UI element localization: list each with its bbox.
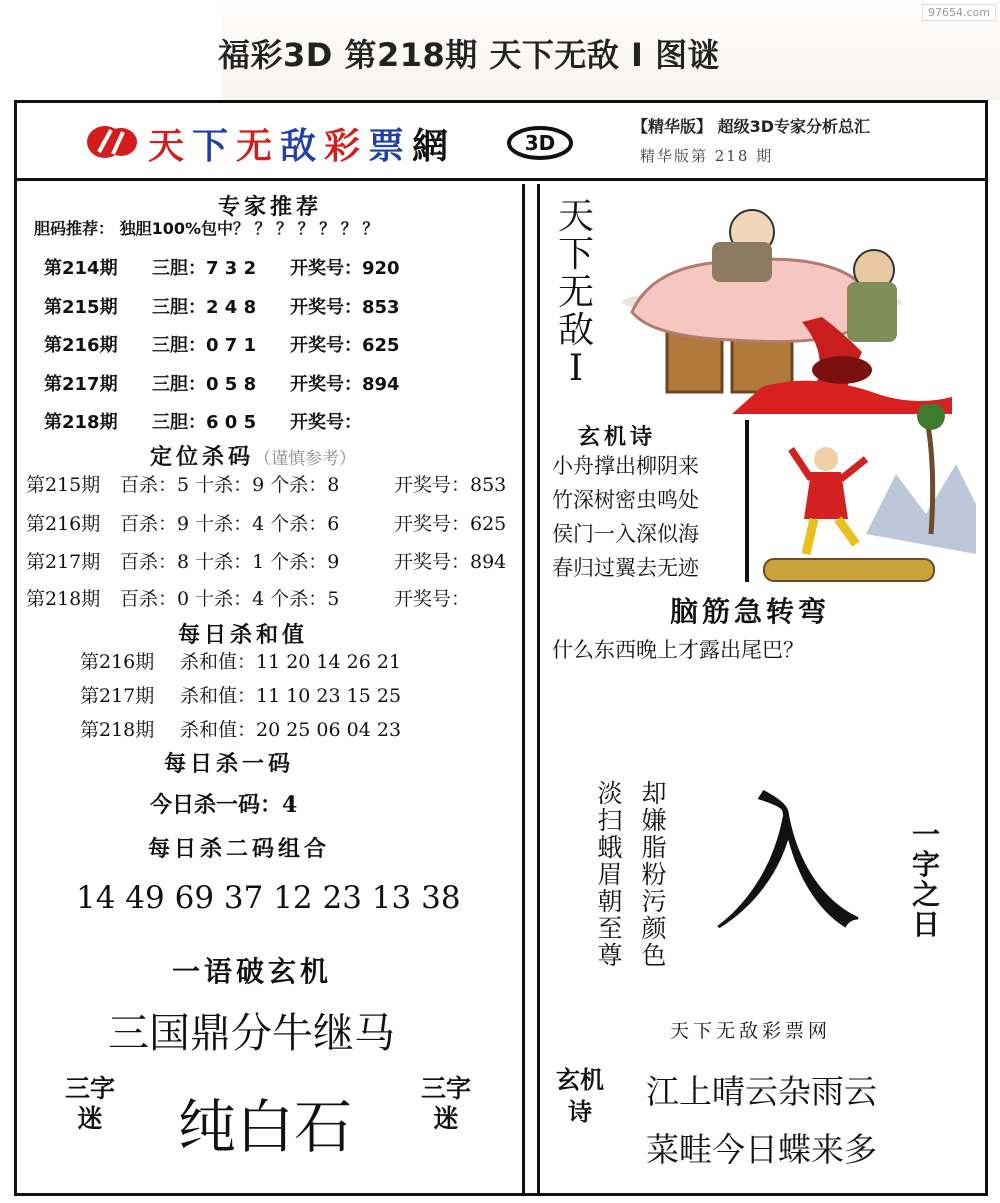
sandan-dan: 三胆：2 4 8 (152, 297, 257, 318)
page-title: 福彩3D 第218期 天下无敌 I 图谜 (218, 36, 721, 74)
three-char-label-left: 三字迷 (64, 1074, 115, 1133)
one-char-answer: 入 (712, 778, 863, 952)
vertical-poem-line: 却嫌脂粉污颜色 (638, 780, 667, 969)
kill-period: 第217期 (26, 551, 101, 573)
three-char-label-right: 三字迷 (420, 1074, 471, 1133)
sandan-prize: 开奖号：853 (290, 297, 400, 318)
kill-detail: 百杀：9 十杀：4 个杀：6 (120, 513, 340, 535)
kill-period: 第215期 (26, 474, 101, 496)
three-char-answer: 纯白石 (178, 1093, 353, 1161)
kill-prize: 开奖号： (394, 588, 471, 610)
badge-text: 3D (524, 131, 556, 155)
sandan-period: 第216期 (44, 335, 118, 356)
sandan-prize: 开奖号：625 (290, 335, 400, 356)
expert-title: 专家推荐 (218, 195, 323, 220)
title-vertical: 天下无敌I (558, 196, 595, 389)
kill-one-title: 每日杀一码 (164, 752, 295, 777)
poem2-line: 菜畦今日蝶来多 (646, 1130, 877, 1169)
kill-heading (150, 440, 356, 471)
sandan-prize: 开奖号：894 (290, 374, 400, 395)
sandan-period: 第215期 (44, 297, 118, 318)
kill-two-numbers: 14 49 69 37 12 23 13 38 (76, 880, 461, 916)
site-watermark[interactable]: 97654.com (922, 4, 996, 21)
kill-detail: 百杀：0 十杀：4 个杀：5 (120, 588, 340, 610)
kill-prize: 开奖号：625 (394, 513, 507, 535)
site-footer: 天下无敌彩票网 (670, 1020, 832, 1042)
brain-teaser-question: 什么东西晚上才露出尾巴？ (552, 638, 804, 662)
sandan-dan: 三胆：6 0 5 (152, 412, 257, 433)
butchers-illustration (612, 192, 952, 414)
kill-note: （谨慎参考） (254, 449, 357, 469)
header-left-panel (0, 0, 222, 100)
sum-values: 杀和值：11 20 14 26 21 (180, 651, 402, 673)
kill-period: 第216期 (26, 513, 101, 535)
poem-title: 玄机诗 (578, 425, 657, 450)
kill-title: 定位杀码 (150, 445, 255, 470)
divider (745, 420, 749, 582)
sandan-dan: 三胆：7 3 2 (152, 258, 257, 279)
edition-label: 【精华版】 超级3D专家分析总汇 (632, 117, 870, 136)
riddle-text: 三国鼎分牛继马 (108, 1009, 395, 1057)
vertical-poem-line: 淡扫蛾眉朝至尊 (594, 780, 623, 969)
sandan-dan: 三胆：0 5 8 (152, 374, 257, 395)
sandan-dan: 三胆：0 7 1 (152, 335, 257, 356)
3d-badge-icon (507, 125, 573, 161)
sum-title: 每日杀和值 (178, 623, 309, 648)
sum-period: 第217期 (80, 685, 155, 707)
sandan-prize: 开奖号： (290, 412, 362, 433)
lottery-logo-icon (85, 122, 140, 162)
poem-line: 春归过翼去无迹 (552, 556, 699, 580)
kill-period: 第218期 (26, 588, 101, 610)
sandan-prize: 开奖号：920 (290, 258, 400, 279)
kill-two-title: 每日杀二码组合 (148, 837, 331, 862)
sum-values: 杀和值：20 25 06 04 23 (180, 719, 402, 741)
kill-detail: 百杀：8 十杀：1 个杀：9 (120, 551, 340, 573)
site-name: 天下无敌彩票網 (148, 125, 457, 167)
riddle-title: 一语破玄机 (172, 955, 333, 988)
kill-prize: 开奖号：894 (394, 551, 507, 573)
dan-recommend: 胆码推荐： 独胆100%包中？ ？ ？ ？ ？ ？ ？ (34, 219, 379, 238)
poem2-label: 玄机诗 (556, 1066, 604, 1126)
sandan-period: 第218期 (44, 412, 118, 433)
dancer-illustration (756, 404, 976, 586)
kill-prize: 开奖号：853 (394, 474, 507, 496)
sum-period: 第216期 (80, 651, 155, 673)
poem-line: 侯门一入深似海 (552, 522, 699, 546)
brain-teaser-title: 脑筋急转弯 (670, 595, 831, 628)
poem-line: 竹深树密虫鸣处 (552, 488, 699, 512)
sum-period: 第218期 (80, 719, 155, 741)
kill-detail: 百杀：5 十杀：9 个杀：8 (120, 474, 340, 496)
issue-line: 精华版第 218 期 (640, 147, 774, 165)
sum-values: 杀和值：11 10 23 15 25 (180, 685, 402, 707)
kill-one-text: 今日杀一码：4 (150, 792, 298, 818)
poem2-line: 江上晴云杂雨云 (646, 1072, 877, 1111)
poem-line: 小舟撑出柳阴来 (552, 454, 699, 478)
sandan-period: 第217期 (44, 374, 118, 395)
one-char-label: 一字之日 (911, 818, 940, 941)
sandan-period: 第214期 (44, 258, 118, 279)
